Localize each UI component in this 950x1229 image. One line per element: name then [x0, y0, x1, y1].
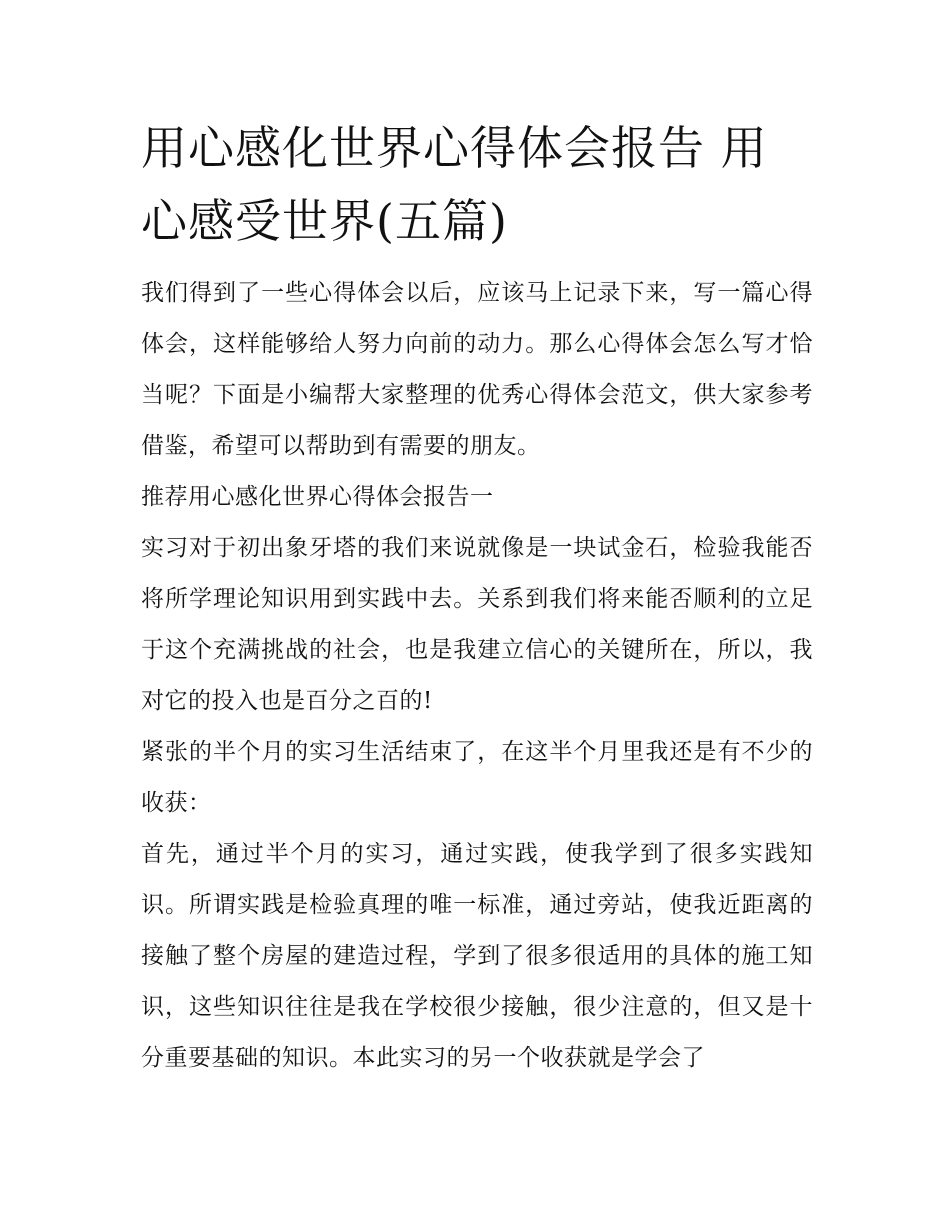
- document-page: [141, 112, 813, 1084]
- section-heading: 推荐用心感化世界心得体会报告一: [141, 484, 494, 510]
- body-paragraph: 实习对于初出象牙塔的我们来说就像是一块试金石，检验我能否将所学理论知识用到实践中去。关系到我们将来能否顺利的立足于这个充满挑战的社会，也是我建立信心的关键所在，所以，我对它的投入也是百分之百的!: [141, 535, 813, 714]
- body-paragraph: 紧张的半个月的实习生活结束了，在这半个月里我还是有不少的收获：: [141, 739, 813, 816]
- document-title: 用心感化世界心得体会报告 用心感受世界(五篇): [141, 121, 768, 248]
- intro-paragraph: 我们得到了一些心得体会以后，应该马上记录下来，写一篇心得体会，这样能够给人努力向前的动力。那么心得体会怎么写才恰当呢？下面是小编帮大家整理的优秀心得体会范文，供大家参考借鉴，希望可以帮助到有需要的朋友。: [141, 280, 813, 459]
- body-paragraph: 首先，通过半个月的实习，通过实践，使我学到了很多实践知识。所谓实践是检验真理的唯一标准，通过旁站，使我近距离的接触了整个房屋的建造过程，学到了很多很适用的具体的施工知识，这些知识往往是我在学校很少接触，很少注意的，但又是十分重要基础的知识。本此实习的另一个收获就是学会了: [141, 841, 813, 1071]
